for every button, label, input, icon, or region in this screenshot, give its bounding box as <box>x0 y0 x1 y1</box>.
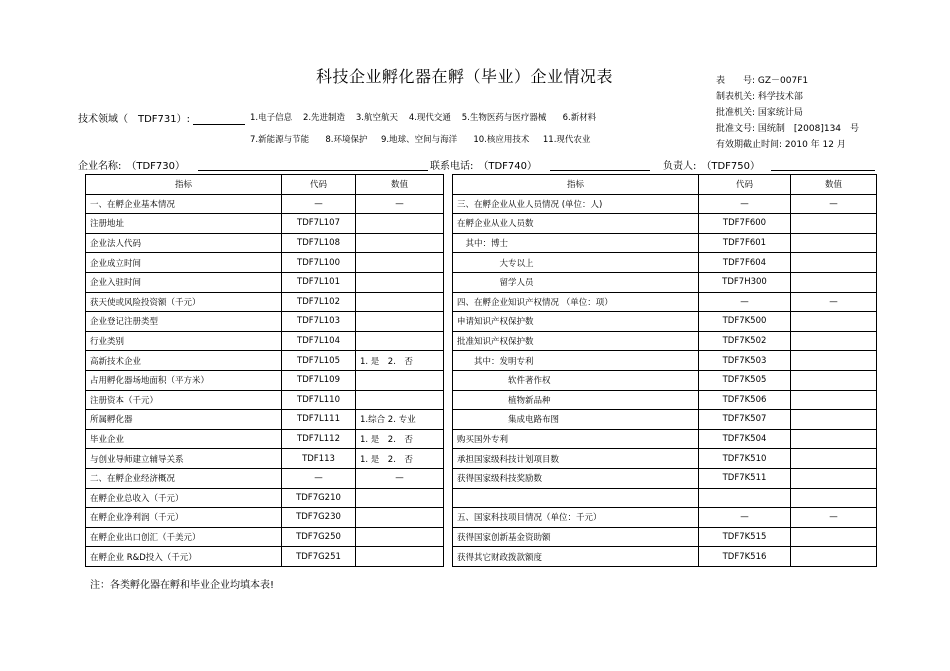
phone-label: 联系电话: （TDF740） <box>430 161 538 172</box>
value-cell[interactable] <box>356 508 444 528</box>
code-cell: — <box>699 508 791 528</box>
indicator-cell: 其中：博士 <box>453 233 699 253</box>
code-cell: TDF7L103 <box>282 312 356 332</box>
value-cell[interactable] <box>791 390 877 410</box>
header-indicator: 指标 <box>86 175 282 195</box>
value-cell[interactable] <box>356 527 444 547</box>
code-cell: — <box>699 292 791 312</box>
code-cell: TDF7G250 <box>282 527 356 547</box>
value-cell[interactable]: 1. 是 2. 否 <box>356 351 444 371</box>
meta-row: 有效期截止时间: 2010 年 12 月 <box>716 140 846 150</box>
column-gap <box>444 351 453 371</box>
indicator-cell: 申请知识产权保护数 <box>453 312 699 332</box>
column-gap <box>444 194 453 214</box>
column-gap <box>444 214 453 234</box>
column-gap <box>444 175 453 195</box>
company-name-label: 企业名称: （TDF730） <box>78 161 186 172</box>
header-indicator: 指标 <box>453 175 699 195</box>
table-row <box>86 527 877 547</box>
code-cell: — <box>282 194 356 214</box>
value-cell[interactable] <box>791 331 877 351</box>
value-cell[interactable] <box>356 214 444 234</box>
table-row <box>86 468 877 488</box>
value-cell[interactable]: 1.综合 2. 专业 <box>356 410 444 430</box>
indicator-cell: 行业类别 <box>86 331 282 351</box>
indicator-cell: 四、在孵企业知识产权情况 （单位：项） <box>453 292 699 312</box>
value-cell[interactable] <box>356 370 444 390</box>
indicator-cell: 获天使或风险投资额（千元） <box>86 292 282 312</box>
header-value: 数值 <box>356 175 444 195</box>
meta-row: 批准文号: 国统制 [2008]134 号 <box>716 124 860 134</box>
column-gap <box>444 449 453 469</box>
code-cell: TDF7L105 <box>282 351 356 371</box>
value-cell[interactable] <box>356 253 444 273</box>
column-gap <box>444 233 453 253</box>
column-gap <box>444 488 453 508</box>
indicator-cell: 留学人员 <box>453 272 699 292</box>
indicator-cell: 在孵企业净利润（千元） <box>86 508 282 528</box>
table-row <box>86 547 877 567</box>
code-cell: TDF7G210 <box>282 488 356 508</box>
value-cell[interactable] <box>791 214 877 234</box>
data-table <box>85 174 877 567</box>
code-cell: TDF7L107 <box>282 214 356 234</box>
column-gap <box>444 272 453 292</box>
code-cell: TDF7K510 <box>699 449 791 469</box>
person-input[interactable] <box>771 170 875 171</box>
table-row <box>86 194 877 214</box>
table-row <box>86 272 877 292</box>
value-cell[interactable] <box>791 429 877 449</box>
value-cell[interactable] <box>356 488 444 508</box>
value-cell[interactable] <box>356 272 444 292</box>
tech-domain-field <box>78 110 245 125</box>
indicator-cell <box>453 488 699 508</box>
company-name-input[interactable] <box>198 170 428 171</box>
table-row <box>86 312 877 332</box>
code-cell: TDF7K503 <box>699 351 791 371</box>
indicator-cell: 集成电路布图 <box>453 410 699 430</box>
column-gap <box>444 508 453 528</box>
company-info-row <box>78 157 875 171</box>
column-gap <box>444 547 453 567</box>
value-cell[interactable] <box>791 468 877 488</box>
code-cell: — <box>282 468 356 488</box>
value-cell[interactable] <box>356 292 444 312</box>
table-row <box>86 214 877 234</box>
table-row <box>86 390 877 410</box>
code-cell: TDF7G230 <box>282 508 356 528</box>
column-gap <box>444 468 453 488</box>
value-cell[interactable]: — <box>356 468 444 488</box>
value-cell[interactable] <box>356 312 444 332</box>
code-cell: TDF7L109 <box>282 370 356 390</box>
code-cell: TDF7L104 <box>282 331 356 351</box>
indicator-cell: 其中：发明专利 <box>453 351 699 371</box>
value-cell[interactable] <box>791 488 877 508</box>
table-row <box>86 449 877 469</box>
code-cell: TDF7F601 <box>699 233 791 253</box>
code-cell: TDF7L101 <box>282 272 356 292</box>
indicator-cell: 五、国家科技项目情况（单位：千元） <box>453 508 699 528</box>
value-cell[interactable] <box>791 351 877 371</box>
indicator-cell: 高新技术企业 <box>86 351 282 371</box>
value-cell[interactable] <box>791 449 877 469</box>
indicator-cell: 获得其它财政拨款额度 <box>453 547 699 567</box>
code-cell <box>699 488 791 508</box>
code-cell: TDF7K506 <box>699 390 791 410</box>
value-cell[interactable] <box>791 370 877 390</box>
code-cell: TDF7K505 <box>699 370 791 390</box>
code-cell: TDF7K511 <box>699 468 791 488</box>
indicator-cell: 获得国家级科技奖励数 <box>453 468 699 488</box>
code-cell: — <box>699 194 791 214</box>
table-row <box>86 410 877 430</box>
indicator-cell: 二、在孵企业经济概况 <box>86 468 282 488</box>
value-cell[interactable]: — <box>791 292 877 312</box>
column-gap <box>444 410 453 430</box>
indicator-cell: 注册资本（千元） <box>86 390 282 410</box>
code-cell: TDF7K504 <box>699 429 791 449</box>
column-gap <box>444 253 453 273</box>
footnote: 注：各类孵化器在孵和毕业企业均填本表! <box>90 580 275 591</box>
indicator-cell: 植物新品种 <box>453 390 699 410</box>
indicator-cell: 软件著作权 <box>453 370 699 390</box>
value-cell[interactable]: — <box>356 194 444 214</box>
indicator-cell: 企业登记注册类型 <box>86 312 282 332</box>
meta-row: 批准机关: 国家统计局 <box>716 108 803 118</box>
indicator-cell: 批准知识产权保护数 <box>453 331 699 351</box>
phone-input[interactable] <box>550 170 650 171</box>
header-value: 数值 <box>791 175 877 195</box>
indicator-cell: 在孵企业 R&D投入（千元） <box>86 547 282 567</box>
code-cell: TDF7F604 <box>699 253 791 273</box>
meta-row: 表 号: GZ－007F1 <box>716 76 809 86</box>
indicator-cell: 在孵企业总收入（千元） <box>86 488 282 508</box>
column-gap <box>444 292 453 312</box>
table-row <box>86 429 877 449</box>
indicator-cell: 企业入驻时间 <box>86 272 282 292</box>
code-cell: TDF7K507 <box>699 410 791 430</box>
value-cell[interactable] <box>791 410 877 430</box>
code-cell: TDF7L102 <box>282 292 356 312</box>
value-cell[interactable] <box>356 233 444 253</box>
code-cell: TDF7L111 <box>282 410 356 430</box>
table-row <box>86 253 877 273</box>
indicator-cell: 在孵企业从业人员数 <box>453 214 699 234</box>
person-label: 负责人: （TDF750） <box>663 161 761 172</box>
value-cell[interactable] <box>791 272 877 292</box>
value-cell[interactable] <box>791 312 877 332</box>
value-cell[interactable] <box>356 331 444 351</box>
indicator-cell: 一、在孵企业基本情况 <box>86 194 282 214</box>
value-cell[interactable]: 1. 是 2. 否 <box>356 429 444 449</box>
table-row <box>86 488 877 508</box>
indicator-cell: 毕业企业 <box>86 429 282 449</box>
value-cell[interactable]: 1. 是 2. 否 <box>356 449 444 469</box>
indicator-cell: 企业成立时间 <box>86 253 282 273</box>
indicator-cell: 注册地址 <box>86 214 282 234</box>
value-cell[interactable]: — <box>791 194 877 214</box>
indicator-cell: 占用孵化器场地面积（平方米） <box>86 370 282 390</box>
header-code: 代码 <box>282 175 356 195</box>
code-cell: TDF7L100 <box>282 253 356 273</box>
code-cell: TDF7L112 <box>282 429 356 449</box>
page-title: 科技企业孵化器在孵（毕业）企业情况表 <box>316 67 614 86</box>
table-row <box>86 508 877 528</box>
value-cell[interactable] <box>356 547 444 567</box>
column-gap <box>444 331 453 351</box>
code-cell: TDF7K515 <box>699 527 791 547</box>
table-row <box>86 351 877 371</box>
column-gap <box>444 312 453 332</box>
indicator-cell: 购买国外专利 <box>453 429 699 449</box>
code-cell: TDF7F600 <box>699 214 791 234</box>
indicator-cell: 企业法人代码 <box>86 233 282 253</box>
code-cell: TDF7L108 <box>282 233 356 253</box>
column-gap <box>444 390 453 410</box>
meta-row: 制表机关: 科学技术部 <box>716 92 803 102</box>
table-row <box>86 331 877 351</box>
value-cell[interactable]: — <box>791 508 877 528</box>
value-cell[interactable] <box>791 253 877 273</box>
meta-block <box>716 75 859 151</box>
table-row <box>86 370 877 390</box>
indicator-cell: 大专以上 <box>453 253 699 273</box>
indicator-cell: 与创业导师建立辅导关系 <box>86 449 282 469</box>
tech-domain-label: 技术领域（ TDF731）: <box>78 114 191 125</box>
code-cell: TDF7K500 <box>699 312 791 332</box>
tech-domain-options-2: 7.新能源与节能 8.环境保护 9.地球、空间与海洋 10.核应用技术 11.现代农业 <box>250 135 591 145</box>
code-cell: TDF7L110 <box>282 390 356 410</box>
code-cell: TDF7K516 <box>699 547 791 567</box>
indicator-cell: 在孵企业出口创汇（千美元） <box>86 527 282 547</box>
code-cell: TDF7H300 <box>699 272 791 292</box>
indicator-cell: 所属孵化器 <box>86 410 282 430</box>
value-cell[interactable] <box>791 527 877 547</box>
code-cell: TDF7G251 <box>282 547 356 567</box>
indicator-cell: 三、在孵企业从业人员情况 (单位：人) <box>453 194 699 214</box>
table-row <box>86 292 877 312</box>
column-gap <box>444 429 453 449</box>
indicator-cell: 获得国家创新基金资助额 <box>453 527 699 547</box>
indicator-cell: 承担国家级科技计划项目数 <box>453 449 699 469</box>
code-cell: TDF113 <box>282 449 356 469</box>
column-gap <box>444 370 453 390</box>
tech-domain-input[interactable] <box>193 113 245 125</box>
value-cell[interactable] <box>791 233 877 253</box>
table-header-row <box>86 175 877 195</box>
tech-domain-options-1: 1.电子信息 2.先进制造 3.航空航天 4.现代交通 5.生物医药与医疗器械 6.新材料 <box>250 113 597 123</box>
value-cell[interactable] <box>356 390 444 410</box>
table-row <box>86 233 877 253</box>
value-cell[interactable] <box>791 547 877 567</box>
column-gap <box>444 527 453 547</box>
code-cell: TDF7K502 <box>699 331 791 351</box>
header-code: 代码 <box>699 175 791 195</box>
